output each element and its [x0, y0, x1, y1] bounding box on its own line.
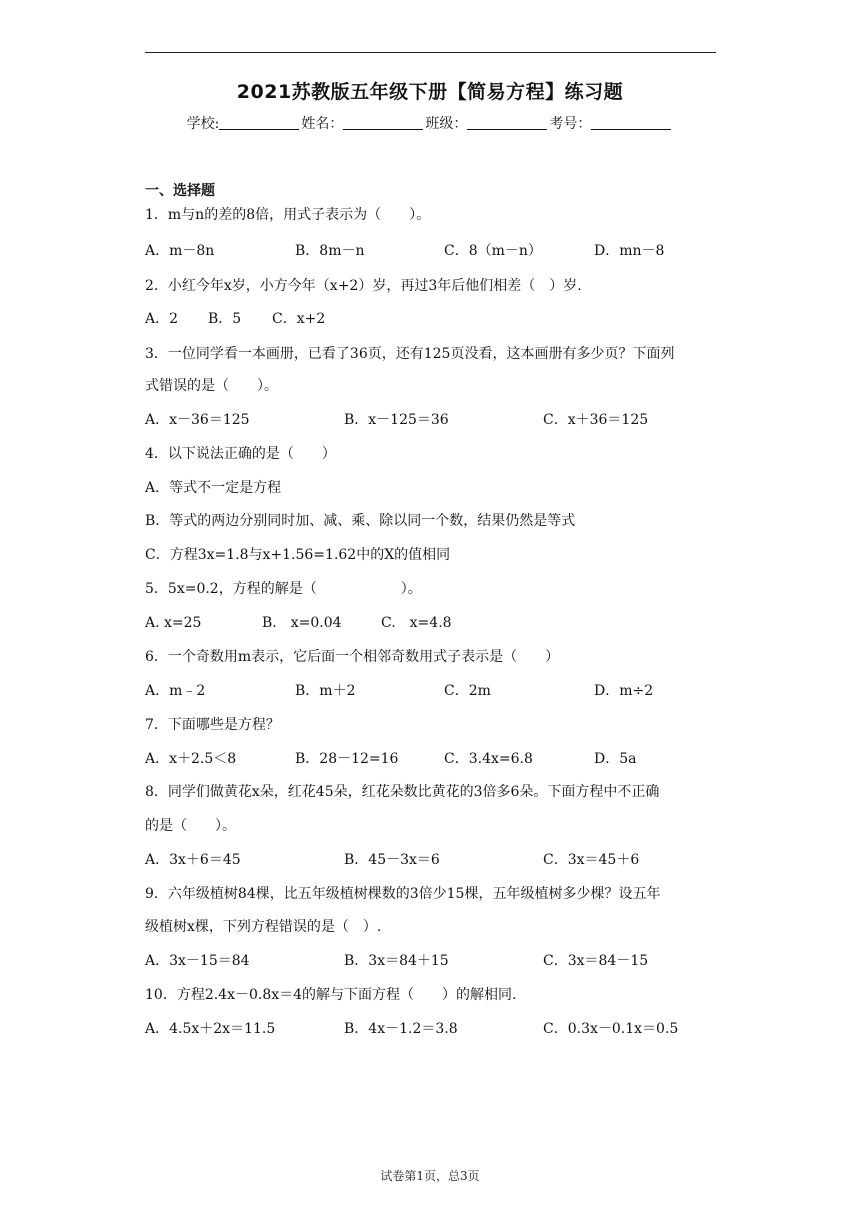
question-5-option-a[interactable]: A. x=25	[145, 615, 202, 631]
school-label: 学校:	[186, 116, 220, 132]
question-10-option-b[interactable]: B．4x－1.2＝3.8	[344, 1021, 458, 1037]
question-1-option-c[interactable]: C．8（m－n）	[444, 243, 542, 259]
class-label: 班级：	[425, 116, 468, 132]
question-3-option-b[interactable]: B．x－125＝36	[344, 412, 449, 428]
question-8-option-a[interactable]: A．3x＋6＝45	[145, 852, 241, 868]
question-9-stem-line-2: 级植树x棵，下列方程错误的是（ ）.	[145, 919, 382, 935]
question-7-option-c[interactable]: C．3.4x=6.8	[444, 751, 533, 767]
question-1-option-d[interactable]: D．mn－8	[594, 243, 665, 259]
question-1-option-a[interactable]: A．m－8n	[145, 243, 215, 259]
question-9-option-a[interactable]: A．3x－15＝84	[145, 953, 250, 969]
question-10-stem: 10．方程2.4x－0.8x＝4的解与下面方程（ ）的解相同.	[145, 987, 517, 1003]
question-9-option-b[interactable]: B．3x＝84＋15	[344, 953, 449, 969]
question-10-option-c[interactable]: C．0.3x－0.1x＝0.5	[543, 1021, 679, 1037]
school-blank[interactable]	[219, 115, 299, 130]
page-footer: 试卷第1页，总3页	[380, 1169, 480, 1183]
question-4-stem: 4．以下说法正确的是（ ）	[145, 446, 336, 462]
page-title: 2021苏教版五年级下册【简易方程】练习题	[236, 81, 624, 103]
student-info-line	[0, 113, 860, 133]
exam-number-label: 考号：	[549, 116, 592, 132]
exam-number-field	[549, 113, 673, 133]
question-7-stem: 7．下面哪些是方程？	[145, 717, 280, 733]
question-8-option-b[interactable]: B．45－3x＝6	[344, 852, 440, 868]
name-blank[interactable]	[343, 115, 423, 130]
question-4-option-c[interactable]: C．方程3x=1.8与x+1.56=1.62中的X的值相同	[145, 547, 451, 563]
question-10-option-a[interactable]: A．4.5x＋2x＝11.5	[145, 1021, 276, 1037]
name-field	[301, 113, 425, 133]
class-blank[interactable]	[467, 115, 547, 130]
question-2-stem: 2．小红今年x岁，小方今年（x+2）岁，再过3年后他们相差（ ）岁.	[145, 278, 582, 294]
class-field	[425, 113, 549, 133]
question-8-stem-line-1: 8．同学们做黄花x朵，红花45朵，红花朵数比黄花的3倍多6朵。下面方程中不正确	[145, 784, 660, 800]
question-5-option-c[interactable]: C. x=4.8	[381, 615, 452, 631]
question-1-stem: 1．m与n的差的8倍，用式子表示为（ ）。	[145, 207, 431, 223]
question-2-option-c[interactable]: C．x+2	[272, 311, 326, 327]
top-rule	[145, 52, 716, 53]
question-2-option-b[interactable]: B．5	[208, 311, 242, 327]
question-7-option-b[interactable]: B．28－12=16	[295, 751, 399, 767]
question-4-option-b[interactable]: B．等式的两边分别同时加、减、乘、除以同一个数，结果仍然是等式	[145, 513, 576, 529]
question-3-option-c[interactable]: C．x＋36＝125	[543, 412, 649, 428]
question-5-option-b[interactable]: B. x=0.04	[262, 615, 342, 631]
question-3-stem-line-1: 3．一位同学看一本画册，已看了36页，还有125页没看，这本画册有多少页？下面列	[145, 346, 675, 362]
question-6-option-a[interactable]: A．m﹣2	[145, 683, 206, 699]
school-field	[187, 113, 302, 133]
exam-number-blank[interactable]	[591, 115, 671, 130]
question-7-option-a[interactable]: A．x＋2.5＜8	[145, 751, 237, 767]
question-3-option-a[interactable]: A．x－36＝125	[145, 412, 250, 428]
question-2-option-a[interactable]: A．2	[145, 311, 179, 327]
question-1-option-b[interactable]: B．8m－n	[295, 243, 365, 259]
question-6-stem: 6．一个奇数用m表示，它后面一个相邻奇数用式子表示是（ ）	[145, 649, 560, 665]
question-9-stem-line-1: 9．六年级植树84棵，比五年级植树棵数的3倍少15棵，五年级植树多少棵？设五年	[145, 886, 661, 902]
question-3-stem-line-2: 式错误的是（ ）。	[145, 378, 278, 394]
question-6-option-d[interactable]: D．m÷2	[594, 683, 654, 699]
question-9-option-c[interactable]: C．3x＝84－15	[543, 953, 649, 969]
question-8-stem-line-2: 的是（ ）。	[145, 818, 236, 834]
name-label: 姓名：	[301, 116, 344, 132]
section-heading: 一、选择题	[145, 183, 215, 199]
question-6-option-c[interactable]: C．2m	[444, 683, 491, 699]
question-5-stem: 5．5x=0.2，方程的解是（ ）。	[145, 581, 422, 597]
question-8-option-c[interactable]: C．3x＝45＋6	[543, 852, 640, 868]
question-6-option-b[interactable]: B．m＋2	[295, 683, 356, 699]
question-7-option-d[interactable]: D．5a	[594, 751, 637, 767]
question-4-option-a[interactable]: A．等式不一定是方程	[145, 480, 282, 496]
